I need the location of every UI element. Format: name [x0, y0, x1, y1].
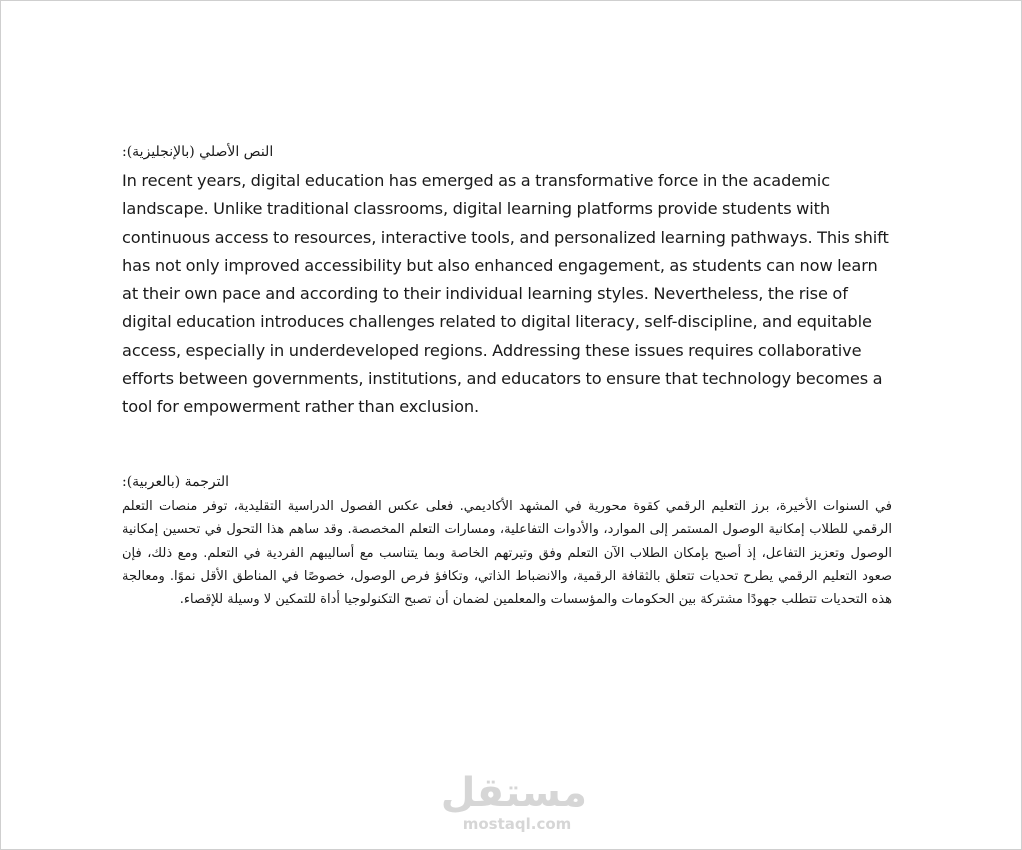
translation-paragraph: في السنوات الأخيرة، برز التعليم الرقمي كقوة محورية في المشهد الأكاديمي. فعلى عكس الفصول الدراسية التقليدية، توفر منصات التعلم الرقمي للطلاب إمكانية الوصول المستمر إلى الموارد، والأدوات التفاعلية، ومسارات التعلم المخصصة. وقد ساهم هذا التحول في تحسين إمكانية الوصول وتعزيز التفاعل، إذ أصبح بإمكان الطلاب الآن التعلم وفق وتيرتهم الخاصة وبما يتناسب مع أساليبهم الفردية في التعلم. ومع ذلك، فإن صعود التعليم الرقمي يطرح تحديات تتعلق بالثقافة الرقمية، والانضباط الذاتي، وتكافؤ فرص الوصول، خصوصًا في المناطق الأقل نموًا. ومعالجة هذه التحديات تتطلب جهودًا مشتركة بين الحكومات والمؤسسات والمعلمين لضمان أن تصبح التكنولوجيا أداة للتمكين لا وسيلة للإقصاء.: [122, 499, 892, 608]
original-text-paragraph: In recent years, digital education has emerged as a transformative force in the academic landscape. Unlike traditional classrooms, digital learning platforms provide students with continuous access to resources, interactive tools, and personalized learning pathways. This shift has not only improved accessibility but also enhanced engagement, as students can now learn at their own pace and according to their individual learning styles. Nevertheless, the rise of digital education introduces challenges related to digital literacy, self-discipline, and equitable access, especially in underdeveloped regions. Addressing these issues requires collaborative efforts between governments, institutions, and educators to ensure that technology becomes a tool for empowerment rather than exclusion.: [122, 171, 889, 417]
watermark-url: mostaql.com: [462, 815, 572, 833]
mostaql-watermark: [440, 770, 587, 837]
watermark-logo-text: مستقل: [440, 770, 587, 816]
original-text-heading: النص الأصلي (بالإنجليزية):: [122, 144, 274, 160]
translation-heading: الترجمة (بالعربية):: [122, 474, 229, 490]
